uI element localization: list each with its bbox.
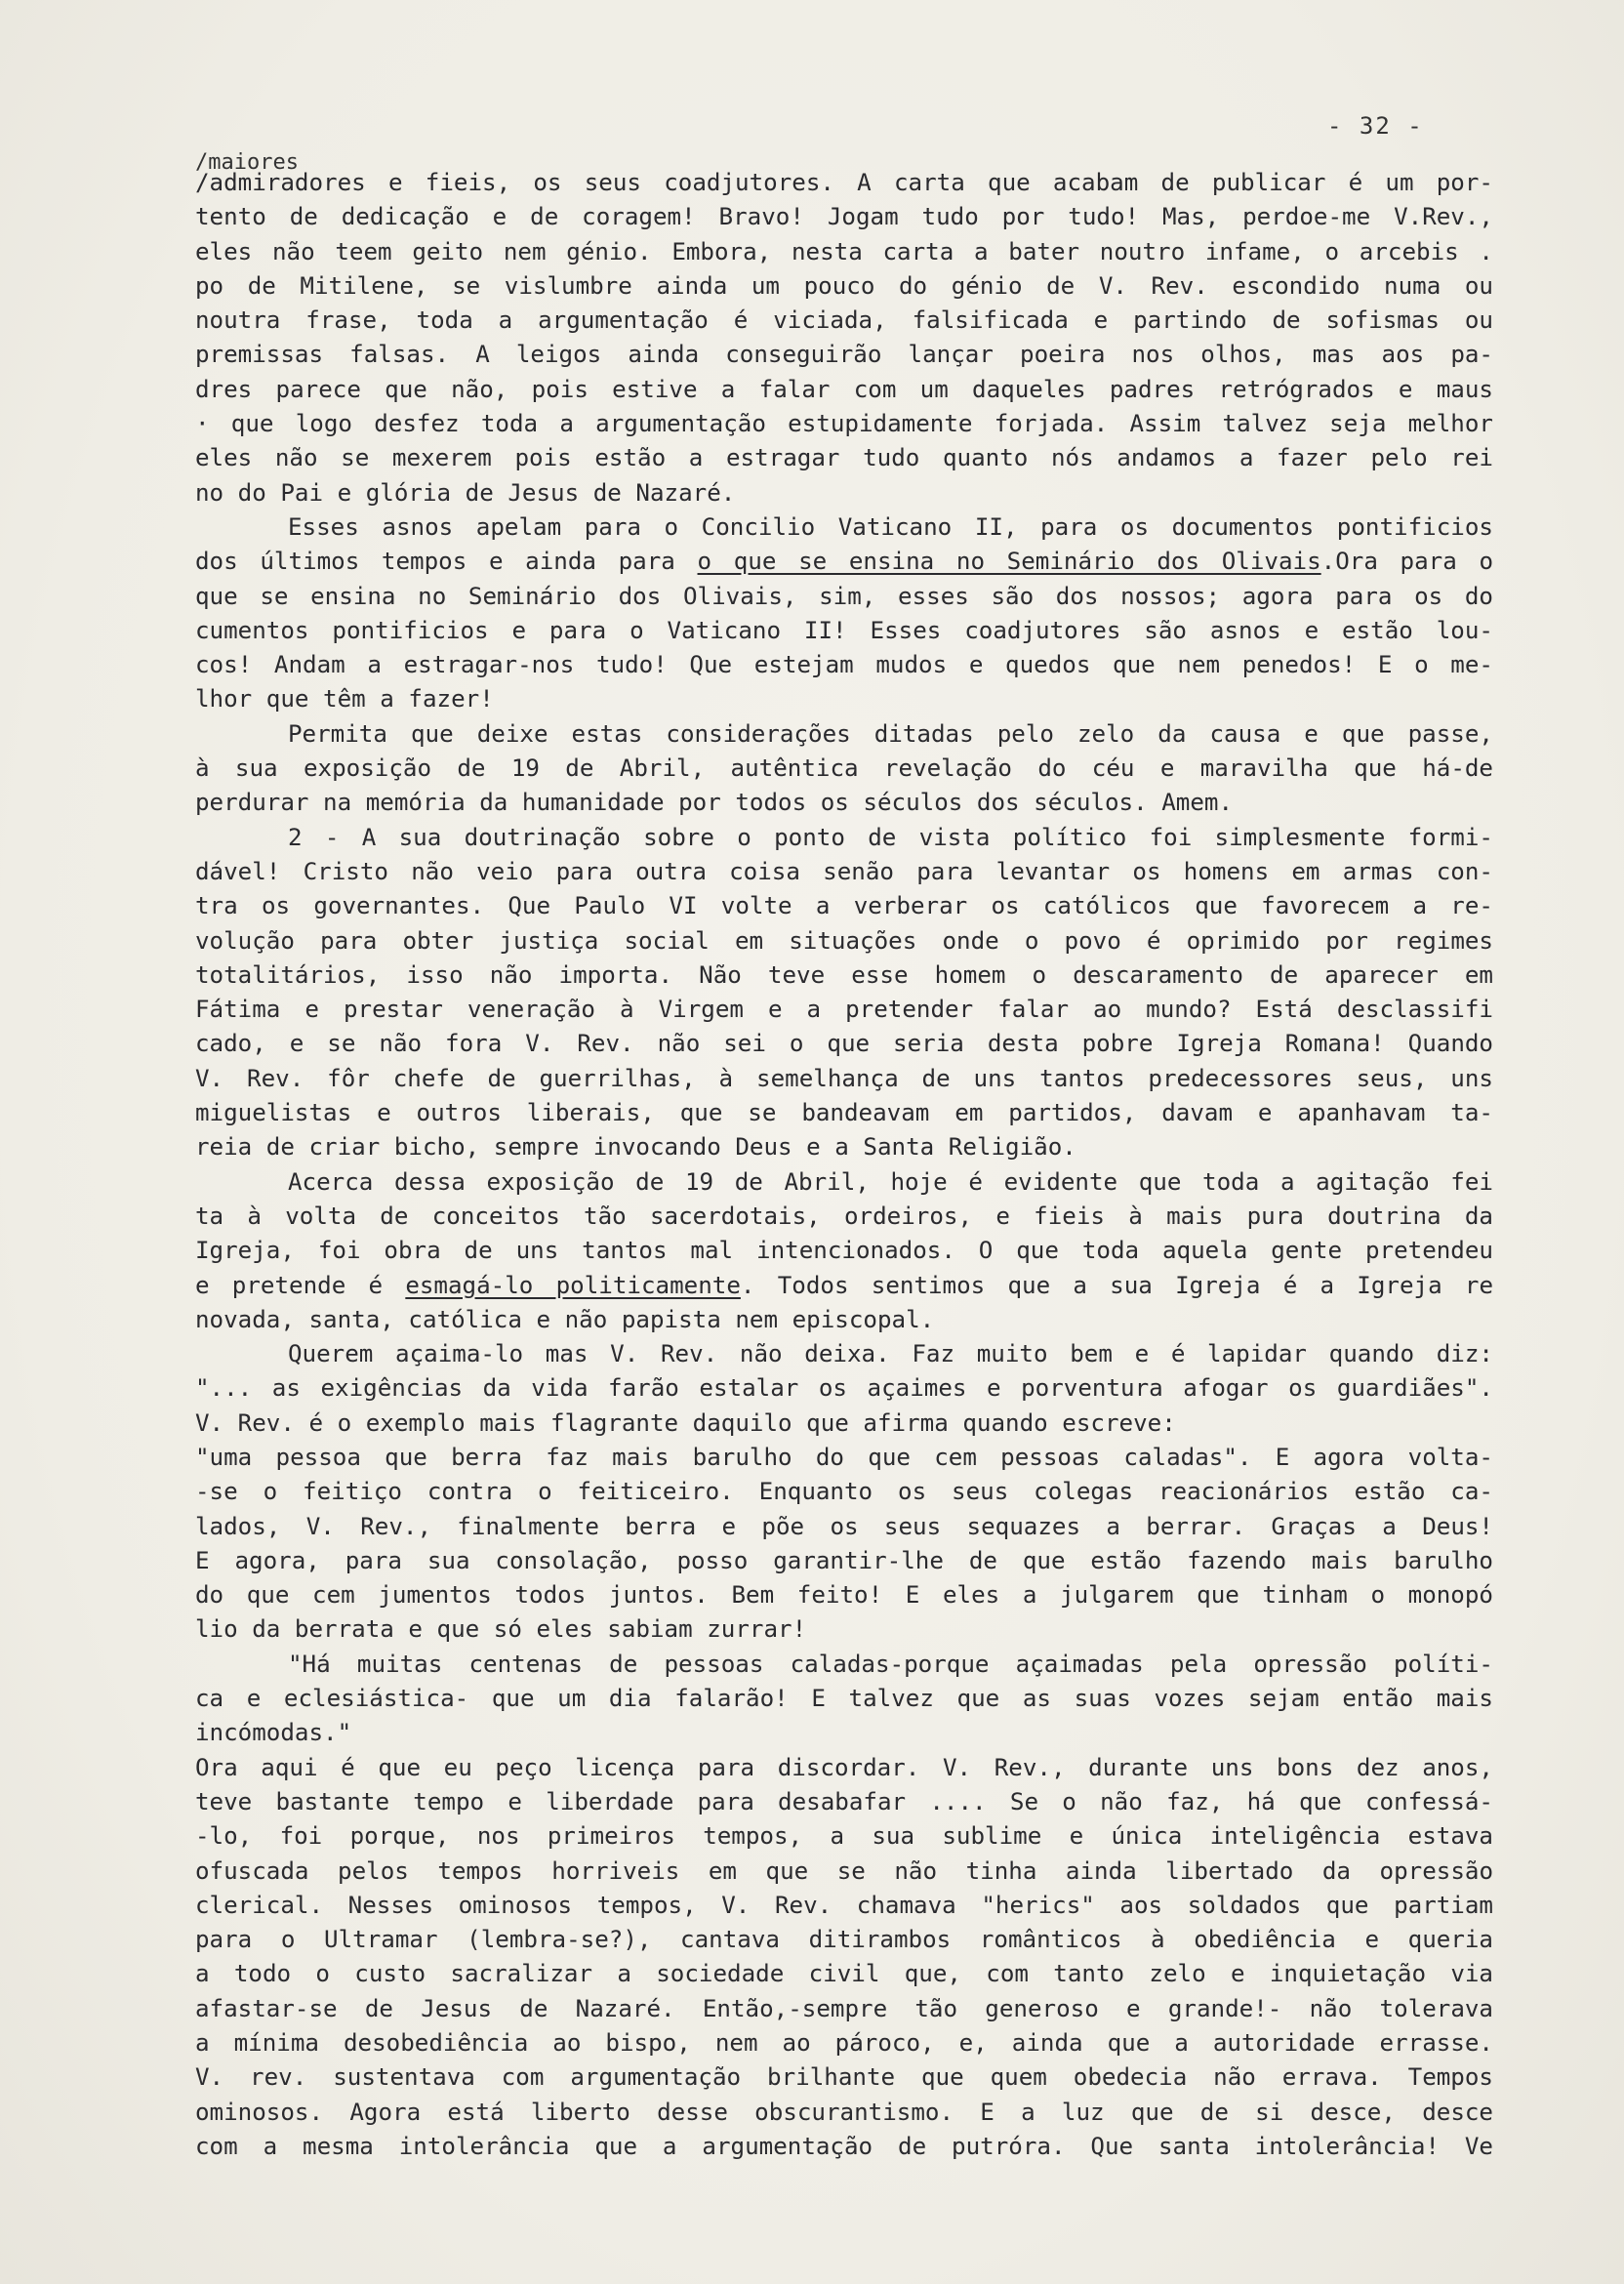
text-line: · que logo desfez toda a argumentação estupidamente forjada. Assim talvez seja melhor (195, 410, 1493, 438)
underlined-phrase: o que se ensina no Seminário dos Olivais (697, 548, 1321, 576)
underlined-phrase: esmagá-lo politicamente (405, 1271, 741, 1299)
text-line: cado, e se não fora V. Rev. não sei o que seria desta pobre Igreja Romana! Quando (195, 1030, 1493, 1058)
text-line: "Há muitas centenas de pessoas caladas-porque açaimadas pela opressão políti- (288, 1650, 1493, 1678)
text-line: clerical. Nesses ominosos tempos, V. Rev. chamava "herics" aos soldados que partiam (195, 1891, 1493, 1919)
text-line: /admiradores e fieis, os seus coadjutores. A carta que acabam de publicar é um por- (195, 169, 1493, 196)
text-line: que se ensina no Seminário dos Olivais, sim, esses são dos nossos; agora para os do (195, 582, 1493, 610)
text-line: com a mesma intolerância que a argumentação de putróra. Que santa intolerância! Ve (195, 2132, 1493, 2160)
text-line: noutra frase, toda a argumentação é viciada, falsificada e partindo de sofismas ou (195, 306, 1493, 335)
text-line: teve bastante tempo e liberdade para desabafar .... Se o não faz, há que confessá- (195, 1787, 1493, 1815)
text-line: Ora aqui é que eu peço licença para discordar. V. Rev., durante uns bons dez anos, (195, 1753, 1493, 1781)
text-line: ca e eclesiástica- que um dia falarão! E talvez que as suas vozes sejam então mais (195, 1685, 1493, 1713)
text-line: 2 - A sua doutrinação sobre o ponto de vista político foi simplesmente formi- (288, 823, 1493, 851)
text-line: V. Rev. fôr chefe de guerrilhas, à semelhança de uns tantos predecessores seus, uns (195, 1064, 1493, 1092)
text-line: cumentos pontificios e para o Vaticano II! Esses coadjutores são asnos e estão lou- (195, 616, 1493, 644)
text-line: lados, V. Rev., finalmente berra e põe os seus sequazes a berrar. Graças a Deus! (195, 1512, 1493, 1540)
text-line: "uma pessoa que berra faz mais barulho do que cem pessoas caladas". E agora volta- (195, 1443, 1493, 1471)
text-line: Acerca dessa exposição de 19 de Abril, hoje é evidente que toda a agitação fei (288, 1167, 1493, 1196)
text-line: a mínima desobediência ao bispo, nem ao pároco, e, ainda que a autoridade errasse. (195, 2029, 1493, 2058)
text-line: -lo, foi porque, nos primeiros tempos, a sua sublime e única inteligência estava (195, 1822, 1493, 1851)
text-line: Esses asnos apelam para o Concilio Vaticano II, para os documentos pontificios (288, 512, 1493, 541)
text-line: perdurar na memória da humanidade por todos os séculos dos séculos. Amem. (195, 789, 1234, 817)
text-line: dável! Cristo não veio para outra coisa senão para levantar os homens em armas con- (195, 857, 1493, 885)
text-line: novada, santa, católica e não papista nem episcopal. (195, 1305, 935, 1333)
text-line: à sua exposição de 19 de Abril, autêntica revelação do céu e maravilha que há-de (195, 755, 1493, 783)
text-line: totalitários, isso não importa. Não teve esse homem o descaramento de aparecer em (195, 960, 1493, 989)
text-line: Fátima e prestar veneração à Virgem e a pretender falar ao mundo? Está desclassifi (195, 996, 1493, 1024)
text-line: do que cem jumentos todos juntos. Bem feito! E eles a julgarem que tinham o monopó (195, 1581, 1493, 1610)
page-number: - 32 - (1327, 112, 1424, 140)
text-line: eles não se mexerem pois estão a estragar tudo quanto nós andamos a fazer pelo rei (195, 444, 1493, 472)
text-line: no do Pai e glória de Jesus de Nazaré. (195, 478, 736, 507)
text-line: dres parece que não, pois estive a falar com um daqueles padres retrógrados e maus (195, 375, 1493, 403)
text-line: Querem açaima-lo mas V. Rev. não deixa. Faz muito bem e é lapidar quando diz: (288, 1340, 1493, 1368)
text-line: a todo o custo sacralizar a sociedade civil que, com tanto zelo e inquietação via (195, 1960, 1493, 1988)
text-line: cos! Andam a estragar-nos tudo! Que estejam mudos e quedos que nem penedos! E o me- (195, 651, 1493, 679)
text-line: -se o feitiço contra o feiticeiro. Enquanto os seus colegas reacionários estão ca- (195, 1478, 1493, 1506)
text-line: ofuscada pelos tempos horriveis em que se não tinha ainda libertado da opressão (195, 1856, 1493, 1885)
text-line: e pretende é esmagá-lo politicamente. Todos sentimos que a sua Igreja é a Igreja re (195, 1271, 1494, 1299)
text-line: incómodas." (195, 1719, 352, 1747)
text-line: volução para obter justiça social em situações onde o povo é oprimido por regimes (195, 926, 1493, 955)
typed-letter-body (195, 166, 1493, 2164)
text-line: Permita que deixe estas considerações ditadas pelo zelo da causa e que passe, (288, 719, 1493, 748)
text-line: "... as exigências da vida farão estalar os açaimes e porventura afogar os guardiães". (195, 1374, 1493, 1403)
text-line: lhor que têm a fazer! (195, 685, 494, 714)
text-line: V. Rev. é o exemplo mais flagrante daquilo que afirma quando escreve: (195, 1408, 1176, 1437)
text-line: E agora, para sua consolação, posso garantir-lhe de que estão fazendo mais barulho (195, 1546, 1493, 1574)
text-line: afastar-se de Jesus de Nazaré. Então,-sempre tão generoso e grande!- não tolerava (195, 1994, 1493, 2022)
text-line: tra os governantes. Que Paulo VI volte a verberar os católicos que favorecem a re- (195, 892, 1493, 920)
handwritten-insert-note: /maiores (195, 150, 299, 175)
text-line: V. rev. sustentava com argumentação brilhante que quem obedecia não errava. Tempos (195, 2063, 1493, 2092)
text-line: po de Mitilene, se vislumbre ainda um pouco do génio de V. Rev. escondido numa ou (195, 271, 1493, 300)
text-line: ominosos. Agora está liberto desse obscurantismo. E a luz que de si desce, desce (195, 2098, 1493, 2126)
text-line: Igreja, foi obra de uns tantos mal intencionados. O que toda aquela gente pretendeu (195, 1237, 1493, 1265)
text-line: ta à volta de conceitos tão sacerdotais, ordeiros, e fieis à mais pura doutrina da (195, 1202, 1493, 1230)
text-line: dos últimos tempos e ainda para o que se ensina no Seminário dos Olivais.Ora para o (195, 548, 1494, 576)
text-line: reia de criar bicho, sempre invocando Deus e a Santa Religião. (195, 1133, 1076, 1162)
text-line: lio da berrata e que só eles sabiam zurrar! (195, 1615, 807, 1644)
text-line: tento de dedicação e de coragem! Bravo! Jogam tudo por tudo! Mas, perdoe-me V.Rev., (195, 203, 1493, 231)
text-line: para o Ultramar (lembra-se?), cantava ditirambos românticos à obediência e queria (195, 1926, 1493, 1954)
text-line: miguelistas e outros liberais, que se bandeavam em partidos, davam e apanhavam ta- (195, 1099, 1493, 1127)
text-line: premissas falsas. A leigos ainda conseguirão lançar poeira nos olhos, mas aos pa- (195, 341, 1493, 369)
text-line: eles não teem geito nem génio. Embora, nesta carta a bater noutro infame, o arcebis . (195, 237, 1493, 265)
